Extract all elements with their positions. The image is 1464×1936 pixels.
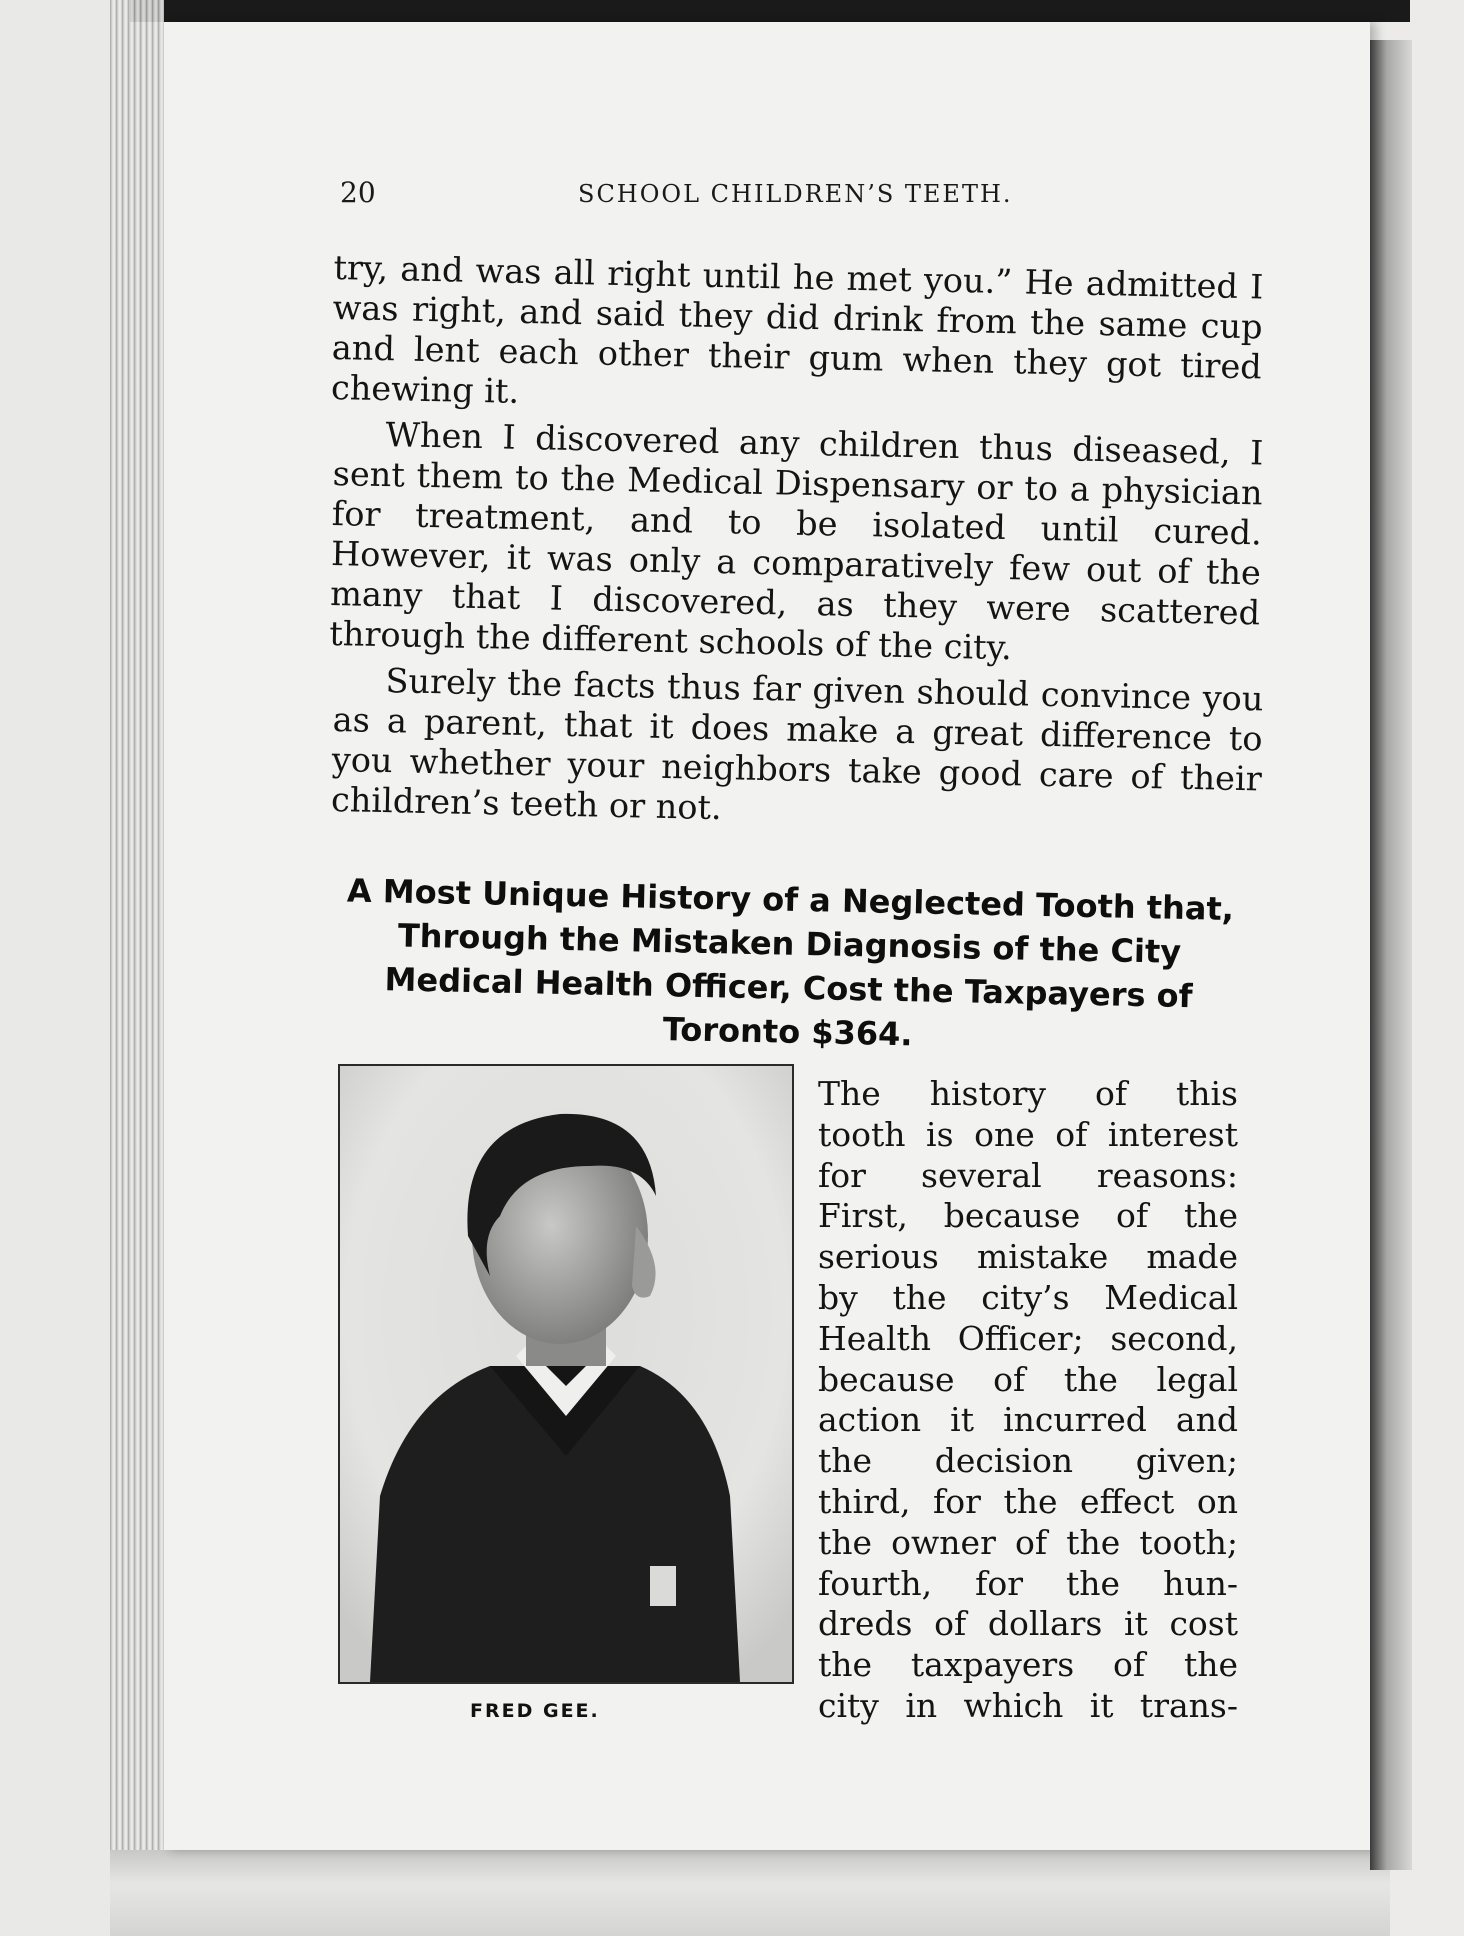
column-line: action it incurred and: [818, 1400, 1238, 1440]
column-line: The history of this: [818, 1074, 1238, 1113]
column-line: the owner of the tooth;: [818, 1522, 1238, 1562]
photo-caption: FRED GEE.: [470, 1700, 600, 1722]
column-line: the taxpayers of the: [818, 1645, 1238, 1685]
column-line: fourth, for the hun-: [818, 1563, 1238, 1603]
column-line: First, because of the: [818, 1196, 1238, 1236]
column-line: tooth is one of interest: [818, 1114, 1238, 1154]
column-line: serious mistake made: [818, 1237, 1238, 1277]
scan-background-left: [0, 0, 110, 1936]
book-bottom-edges: [110, 1850, 1390, 1936]
scan-top-edge: [130, 0, 1410, 22]
running-title: SCHOOL CHILDREN’S TEETH.: [578, 180, 1013, 208]
column-line: dreds of dollars it cost: [818, 1604, 1238, 1644]
page-number: 20: [340, 176, 376, 209]
paragraph-2: When I discovered any children thus diseased, I sent them to the Medical Dispensary or to a physician for treatment, and to be isolated until cured. However, it was only a comparatively few out of the many that I discovered, as they were scattered through the different schools of the city.: [328, 415, 1264, 668]
book-page-edges: [110, 0, 164, 1936]
portrait-illustration: [340, 1066, 792, 1682]
column-line: Health Officer; second,: [818, 1318, 1238, 1358]
paragraph-3: Surely the facts thus far given should convince you as a parent, that it does make a great difference to you whether your neighbors take good care of their children’s teeth or not.: [330, 661, 1264, 828]
book-binding-shadow: [1370, 40, 1412, 1870]
column-line: because of the legal: [818, 1359, 1238, 1399]
portrait-photo: [338, 1064, 794, 1684]
column-line: city in which it trans-: [818, 1685, 1238, 1725]
paragraph-1: try, and was all right until he met you.” He admitted I was right, and said they did drink from the same cup and lent each other their gum when they got tired chewing it.: [330, 248, 1264, 411]
column-line: by the city’s Medical: [818, 1277, 1238, 1317]
column-line: the decision given;: [818, 1441, 1238, 1481]
running-header: [340, 176, 1060, 216]
side-column-text: [818, 1074, 1238, 1727]
column-line: for several reasons:: [818, 1155, 1238, 1195]
column-line: third, for the effect on: [818, 1481, 1238, 1521]
section-heading: A Most Unique History of a Neglected Tooth that, Through the Mistaken Diagnosis of the City Medical Health Officer, Cost the Taxpayers of Toronto $364.: [346, 871, 1235, 1054]
